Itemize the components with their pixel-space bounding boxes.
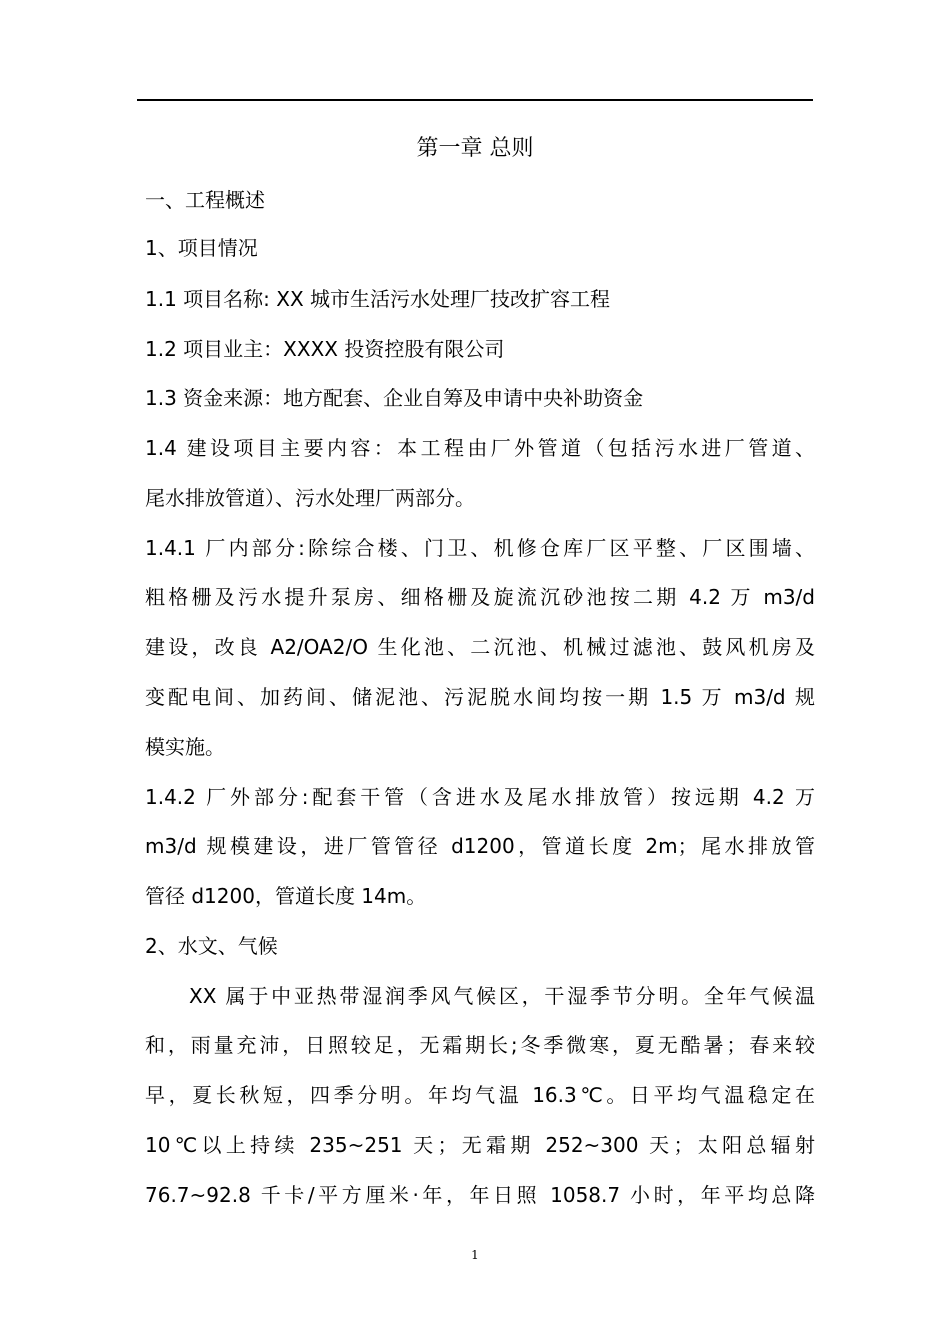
text-line: 建设，改良 A2/OA2/O 生化池、二沉池、机械过滤池、鼓风机房及 [145, 635, 815, 659]
text-line: 1.4.2 厂外部分:配套干管（含进水及尾水排放管）按远期 4.2 万 [145, 785, 815, 809]
text-line: 76.7~92.8 千卡/平方厘米·年，年日照 1058.7 小时，年平均总降 [145, 1183, 815, 1207]
text-line: 粗格栅及污水提升泵房、细格栅及旋流沉砂池按二期 4.2 万 m3/d [145, 585, 815, 609]
text-line: 管径 d1200，管道长度 14m。 [145, 884, 427, 908]
text-line: 模实施。 [145, 735, 225, 759]
text-line: 1.3 资金来源：地方配套、企业自筹及申请中央补助资金 [145, 386, 644, 410]
text-line: m3/d 规模建设，进厂管管径 d1200，管道长度 2m；尾水排放管 [145, 834, 815, 858]
text-line: 尾水排放管道）、污水处理厂两部分。 [145, 486, 475, 510]
page-number: 1 [471, 1248, 479, 1262]
text-line: 10℃以上持续 235~251 天；无霜期 252~300 天；太阳总辐射 [145, 1133, 815, 1157]
text-line: 1.4 建设项目主要内容：本工程由厂外管道（包括污水进厂管道、 [145, 436, 815, 460]
subsection-heading: 2、水文、气候 [145, 934, 278, 958]
text-line: 1.4.1 厂内部分:除综合楼、门卫、机修仓库厂区平整、厂区围墙、 [145, 536, 815, 560]
text-line: XX 属于中亚热带湿润季风气候区，干湿季节分明。全年气候温 [189, 984, 815, 1008]
header-rule [137, 99, 813, 101]
section-heading: 一、工程概述 [145, 188, 265, 212]
chapter-title: 第一章 总则 [416, 136, 534, 161]
text-line: 早，夏长秋短，四季分明。年均气温 16.3℃。日平均气温稳定在 [145, 1083, 815, 1107]
subsection-heading: 1、项目情况 [145, 236, 258, 260]
text-line: 1.2 项目业主：XXXX 投资控股有限公司 [145, 337, 505, 361]
text-line: 和，雨量充沛，日照较足，无霜期长;冬季微寒，夏无酷暑；春来较 [145, 1033, 815, 1057]
text-line: 1.1 项目名称: XX 城市生活污水处理厂技改扩容工程 [145, 287, 611, 311]
text-line: 变配电间、加药间、储泥池、污泥脱水间均按一期 1.5 万 m3/d 规 [145, 685, 815, 709]
